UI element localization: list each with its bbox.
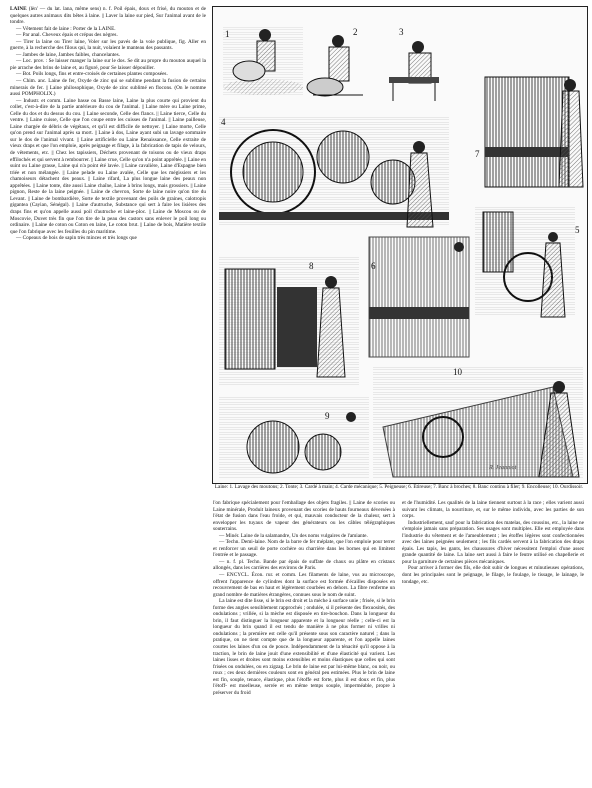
paragraph: — Par anal. Cheveux épais et crépus des nègres. bbox=[16, 32, 118, 39]
artist-signature: R. Jeanniot bbox=[489, 465, 517, 471]
scene-4-carder bbox=[219, 117, 449, 227]
scene-5-comber bbox=[475, 207, 575, 317]
panel-number: 4 bbox=[221, 117, 226, 127]
paragraph: l'on fabrique spécialement pour l'emballage des objets fragiles. || Laine de scories ou Laine minérale, Produit laineux provenant des scories de hauts fourneaux déversées à l'état de fusion dans l'eau froide, et qui, mauvais conducteur de la chaleur, sert à envelopper les tuyaux de vapeur des générateurs ou les câbles télégraphiques souterrains. bbox=[213, 500, 395, 533]
panel-number: 9 bbox=[325, 411, 330, 421]
panel-number: 7 bbox=[475, 149, 480, 159]
panel-number: 3 bbox=[399, 27, 404, 37]
panel-number: 6 bbox=[371, 261, 376, 271]
paragraph: — Vêtement fait de laine : Porter de la LAINE. bbox=[16, 25, 116, 32]
panel-number: 10 bbox=[453, 367, 462, 377]
scene-7-roving-frame bbox=[485, 77, 583, 187]
left-text-column bbox=[10, 6, 206, 356]
scene-10-warping-machine bbox=[373, 367, 583, 479]
paragraph: — ENCYCL. Écon. rur. et comm. Les filaments de laine, vus au microscope, offrent l'apparence de cylindres dont la surface est formée d'écailles disposées en recouvrement de bas en haut et légèrement courbées en dehors. La fibre renferme un grand nombre de matières étrangères, connues sous le nom de suint. bbox=[213, 572, 395, 598]
panel-number: 8 bbox=[309, 261, 314, 271]
panel-number: 2 bbox=[353, 27, 358, 37]
plate-caption bbox=[212, 484, 586, 490]
paragraph: — Bot. Poils longs, fins et entre-croisés de certaines plantes composées. bbox=[16, 71, 168, 78]
entry-laine bbox=[10, 6, 206, 26]
scene-8-spinning-frame bbox=[219, 257, 359, 387]
scene-6-drawing-frame bbox=[369, 237, 469, 357]
engraving-plate bbox=[212, 6, 588, 484]
panel-number: 1 bbox=[225, 29, 230, 39]
scene-2-shearing bbox=[307, 35, 363, 96]
paragraph: et de l'humidité. Les qualités de la laine tiennent surtout à la race ; elles varient aussi suivant les climats, la nourriture, et, sur le même individu, avec les parties de son corps. bbox=[402, 500, 584, 520]
paragraph: — Tirer la laine ou Tirer laine, Voler sur les pavés de la voie publique, fig. Aller en guerre, à la recherche des filous qui, la nuit, volaient le manteau des passants. bbox=[10, 38, 206, 52]
paragraph: — Minér. Laine de la salamandre, Un des noms vulgaires de l'amiante. bbox=[219, 532, 368, 539]
paragraph: Industriellement, sauf pour la fabrication des matelas, des coussins, etc., la laine ne s'emploie jamais sans préparation. Ses usages sont multiples. Elle est employée dans l'industrie du vêtement et de l'ameublement ; les étoffes légères sont confectionnées avec des laines peignées seulement ; les fils cardés servent à la fabrication des draps épais. Les tapis, les gants, les chaussures d'hiver nécessitent l'emploi d'une assez grande quantité de laine. La laine sert aussi à faire le feutre utilisé en chapellerie et pour la garniture de certaines pièces mécaniques. bbox=[402, 519, 584, 565]
paragraph: — Loc. prov. : Se laisser manger la laine sur le dos. Se dit au propre du mouton auquel la pie arrache des brins de laine et, au figuré, pour Se laisser dépouiller. bbox=[10, 58, 206, 71]
paragraph: (lèn' — du lat. lana, même sens) n. f. Poil épais, doux et frisé, du mouton et de quelques autres animaux dits bêtes à laine. || Laver la laine sur pied, Sur l'animal avant de le tondre. bbox=[10, 6, 206, 26]
caption-text: : 1. Lavage des moutons; 2. Tonte; 3. Cardé à main; 4. Carde mécanique; 5. Peigneuse; 6. Etireuse; 7. Banc à broches; 8. Banc continu à filer; 9. Encolleuse; 10. Ourdissoir. bbox=[226, 484, 584, 490]
paragraph: — Chim. anc. Laine de fer, Oxyde de zinc qui se sublime pendant la fusion de certains minerais de fer. || Laine philosophique, Oxyde de zinc sublimé en flocons. (On le nomme aussi POMPHOLIX.) bbox=[10, 78, 206, 98]
paragraph: La laine est dite lisse, si le brin est droit et la mèche à surface unie ; frisée, si le brin forme des angles sensiblement rapprochés ; ondulée, si il présente des flexuosités, des ondulations ; vrillée, si la mèche est disposée en tire-bouchon. Dans la longueur du brin, il faut distinguer la longueur apparente et la longueur réelle ; celle-ci est la longueur du brin quand il est tendu de manière à ne plus former ni vrilles ni ondulations ; la première est celle qu'il présente sous son caractère naturel ; dans la pratique, on ne tient compte que de la longueur apparente, et l'on appelle laines courtes les laines d'un ou de pouce. Indépendamment de la ténacité qu'il oppose à la traction, le brin de laine jouit d'une extensibilité et d'une élasticité qui varient. Les laines lisses et droites sont moins extensibles et moins élastiques que celles qui sont frisées ou ondulées, ou en zigzag. Le brin de laine est par lui-même blanc, ou noir, ou roux ; ces deux dernières couleurs sont en général peu estimées. Plus le brin de laine est fin, souple, tenace, élastique, plus l'étoffe est forte, plus il est doux et fin, plus l'étoff- est moelleuse, serrée et en même temps souple, imperméable, propre à préserver du froid bbox=[213, 598, 395, 696]
scene-9-sizing-machine bbox=[219, 397, 369, 479]
paragraph: — Jambes de laine, Jambes faibles, chancelantes. bbox=[16, 51, 120, 58]
middle-text-column bbox=[213, 500, 395, 782]
paragraph: — n. f. pl. Techn. Bande par épais de suffate de chaux ou plâtre en cristaux allongés, dans les carrières des environs de Paris. bbox=[213, 558, 395, 572]
engraving-illustration bbox=[213, 7, 587, 483]
paragraph: — Copeaux de bois de sapin très minces et très longs que bbox=[16, 235, 137, 242]
panel-number: 5 bbox=[575, 225, 580, 235]
paragraph: Pour arriver à former des fils, elle doit subir de longues et minutieuses opérations, dont les principales sont le peignage, le filage, le foulage, le tissage, le lainage, le tondage, etc. bbox=[402, 565, 584, 585]
paragraph: — Industr. et comm. Laine basse ou Basse laine, Laine la plus courte qui provient du collet, c'est-à-dire de la partie antérieure du cou de l'animal. || Laine mère ou Laine prime, Celle du dos et du dessus du cou. || Laine seconde, Celle des flancs. || Laine tierce, Celle du ventre. || Laine cuisse, Celle que l'on coupe entre les cuisses de l'animal. || Laine pailleuse, Laine chargée de débris de végétaux, et qu'il est difficile de nettoyer. || Laine morte, Celle qu'on prend sur l'animal après sa mort. || Laine à dos, Laine ayant subi un lavage sommaire sur le dos de l'animal vivant. || Laine artificielle ou Laine Renaissance, Celle extraite de vieux draps et que l'on emploie, après peignage et filage, à la fabrication de tapis de velours, de vêtements, etc. || Chez les tapissiers, Déchets provenant de toisons ou de vieux draps effilochés et qui servent à rembourrer. || Laine crue, Celle qu'on n'a point apprêtée. || Laine en suint ou Laine grasse, Laine qui n'a point été lavée. || Laine cavalière, Laine d'Espagne bien triée et non mélangée. || Laine pelade ou Laine avalée, Celle que les mégissiers et les chamoiseurs détachent des peaux. || Laine rifard, La plus longue laine des peaux non apprêtées. || Laine tonte, dite aussi Laine chaîne, Laine à brins longs, mais grossiers. || Laine pignon, Reste de la laine peignée. || Laine de chevron, Sorte de laine noire qu'on tire du Levant. || Laine de bombardière, Sorte de textile provenant des poils de graines, calotropis gigantea (Cayian, Sénégal). || Laine d'autruche, Substance qui sert à faire les lisières des draps fins et qu'on appelle aussi poil d'autruche et laine-ploc. || Laine de Moscou ou de Moscovie, Duvet très fin que l'on tire de la peau des castors sans enlever le poil long ou ordinaire. || Laine de coton ou Coton en laine, Le coton brut. || Laine de bois, Matière textile que l'on fabrique avec les feuilles du pin maritime. bbox=[10, 97, 206, 235]
scene-1-washing bbox=[223, 27, 303, 97]
caption-label: Laine bbox=[214, 484, 227, 490]
right-text-column bbox=[402, 500, 584, 610]
headword: LAINE bbox=[10, 6, 27, 12]
paragraph: — Techn. Demi-laine. Nom de la barre de fer méplate, que l'on emploie pour terrer et renforcer un seuil de porte cochère ou charrière dans les bornes qui en limitent l'entrée et le passage. bbox=[213, 539, 395, 559]
scene-3-hand-carding bbox=[389, 41, 439, 101]
